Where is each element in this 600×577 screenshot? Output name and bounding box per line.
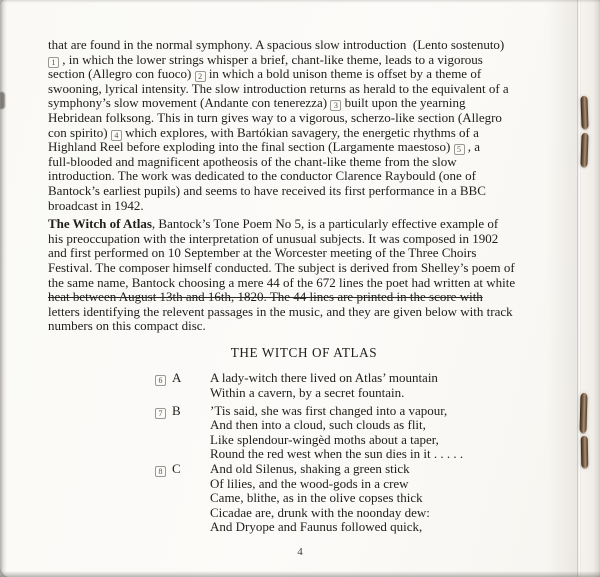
poem-stanza [48,404,560,462]
scan-bottom-edge-shadow [0,571,600,577]
stanza-lines [210,462,560,535]
stanza-marker [48,371,210,400]
page-content [48,38,560,535]
text-segment: , in which the lower strings whisper a brief, chant-like theme, leads to a vigorous [59,51,483,67]
staple-top-upper [580,96,588,129]
text-segment: that are found in the normal symphony. A spacious slow introduction (Lento sostenuto) [48,37,505,52]
scan-left-edge-shadow [0,0,7,577]
poem-line: And old Silenus, shaking a green stick [210,461,410,477]
poem-line: Within a cavern, by a secret fountain. [210,385,405,401]
stanza-lines [210,371,560,400]
body-text [48,38,560,334]
scan-top-edge-shadow [0,0,600,3]
stanza-lines [210,404,560,462]
paragraph [48,217,560,334]
track-number-box: 4 [111,130,122,141]
text-line [48,53,560,68]
text-line [48,140,560,155]
text-segment: swooning, lyrical intensity. The slow introduction returns as herald to the equivalent of a [48,80,509,96]
page-number: 4 [297,546,303,558]
text-segment: symphony’s slow movement (Andante con tenerezza) [48,95,331,111]
stanza-letter: C [172,461,181,477]
text-line [48,155,560,170]
track-number-box: 2 [195,71,206,82]
poem-line: And Dryope and Faunus followed quick, [210,519,423,535]
poem-line: Cicadae are, drunk with the noonday dew: [210,504,430,520]
text-segment: Highland Reel before exploding into the final section (Largamente maestoso) [48,139,454,155]
text-segment: Hebridean folksong. This in turn gives way to a vigorous, scherzo-like section (Allegro [48,109,502,125]
text-segment: section (Allegro con fuoco) [48,66,195,82]
text-segment: in which a bold unison theme is offset by a theme of [205,66,482,82]
text-segment: Festival. The composer himself conducted. The subject is derived from Shelley’s poem of [48,259,515,275]
text-segment: full-blooded and magnificent apotheosis of the chant-like theme from the slow [48,153,457,169]
staple-bottom-upper [579,393,587,433]
poem-line: Round the red west when the sun dies in it . . . . . [210,446,464,462]
text-segment: introduction. The work was dedicated to the conductor Clarence Raybould (one of [48,168,476,184]
text-segment: , a [464,139,481,155]
track-number-box: 3 [330,100,341,111]
work-title-bold: The Witch of Atlas [48,216,152,232]
text-line [48,96,560,111]
poem-stanza [48,462,560,535]
poem-line: ’Tis said, she was first changed into a vapour, [210,402,448,418]
text-line [48,169,560,184]
paragraph [48,38,560,213]
poem-line: And then into a cloud, such clouds as flit, [210,417,426,433]
text-line [48,232,560,247]
staple-top-lower [580,133,588,167]
text-line [48,261,560,276]
text-segment: broadcast in 1942. [48,197,144,213]
text-line [48,111,560,126]
text-line [48,276,560,291]
poem [48,371,560,535]
text-segment: his preoccupation with the interpretation of unusual subjects. It was composed in 1902 [48,230,499,246]
track-number-box: 7 [155,408,166,419]
fold-shadow [546,0,578,577]
stanza-marker [48,404,210,462]
stanza-letter: A [172,370,182,386]
text-segment: built upon the yearning [341,95,466,111]
poem-line: Came, blithe, as in the olive copses thick [210,490,423,506]
text-line [48,305,560,320]
poem-line: A lady-witch there lived on Atlas’ mountain [210,370,438,386]
text-line [48,38,560,53]
poem-line: Of lilies, and the wood-gods in a crew [210,475,409,491]
text-segment: , Bantock’s Tone Poem No 5, is a particularly effective example of [151,216,499,232]
track-number-box: 8 [155,466,166,477]
text-line [48,217,560,232]
text-segment: Bantock’s earliest pupils) and seems to have received its first performance in a BBC [48,182,486,198]
poem-title: THE WITCH OF ATLAS [230,344,378,360]
text-line [48,126,560,141]
text-line [48,246,560,261]
text-line [48,67,560,82]
text-line [48,199,560,214]
stanza-letter: B [172,402,181,418]
struck-text: heat between August 13th and 16th, 1820. The 44 lines are printed in the score with [48,289,483,305]
track-number-box: 6 [155,375,166,386]
track-number-box: 1 [48,57,59,68]
staple-bottom-lower [581,436,589,468]
track-number-box: 5 [454,144,465,155]
poem-stanza [48,371,560,400]
text-line [48,82,560,97]
text-segment: numbers on this compact disc. [48,318,206,334]
scan-edge-smudge [0,92,5,109]
text-segment: letters identifying the relevent passages in the music, and they are given below with track [48,303,513,319]
stanza-marker [48,462,210,535]
fold-outer-edge [581,0,600,577]
poem-line: Like splendour-wingèd moths about a taper, [210,431,439,447]
text-line [48,290,560,305]
text-line [48,184,560,199]
text-line [48,319,560,334]
text-segment: and first performed on 10 September at the Worcester meeting of the Three Choirs [48,245,477,261]
text-segment: the same name, Bantock choosing a mere 44 of the 672 lines the poet had written at white [48,274,516,290]
text-segment: which explores, with Bartókian savagery, the energetic rhythms of a [121,124,479,140]
text-segment: con spirito) [48,124,111,140]
